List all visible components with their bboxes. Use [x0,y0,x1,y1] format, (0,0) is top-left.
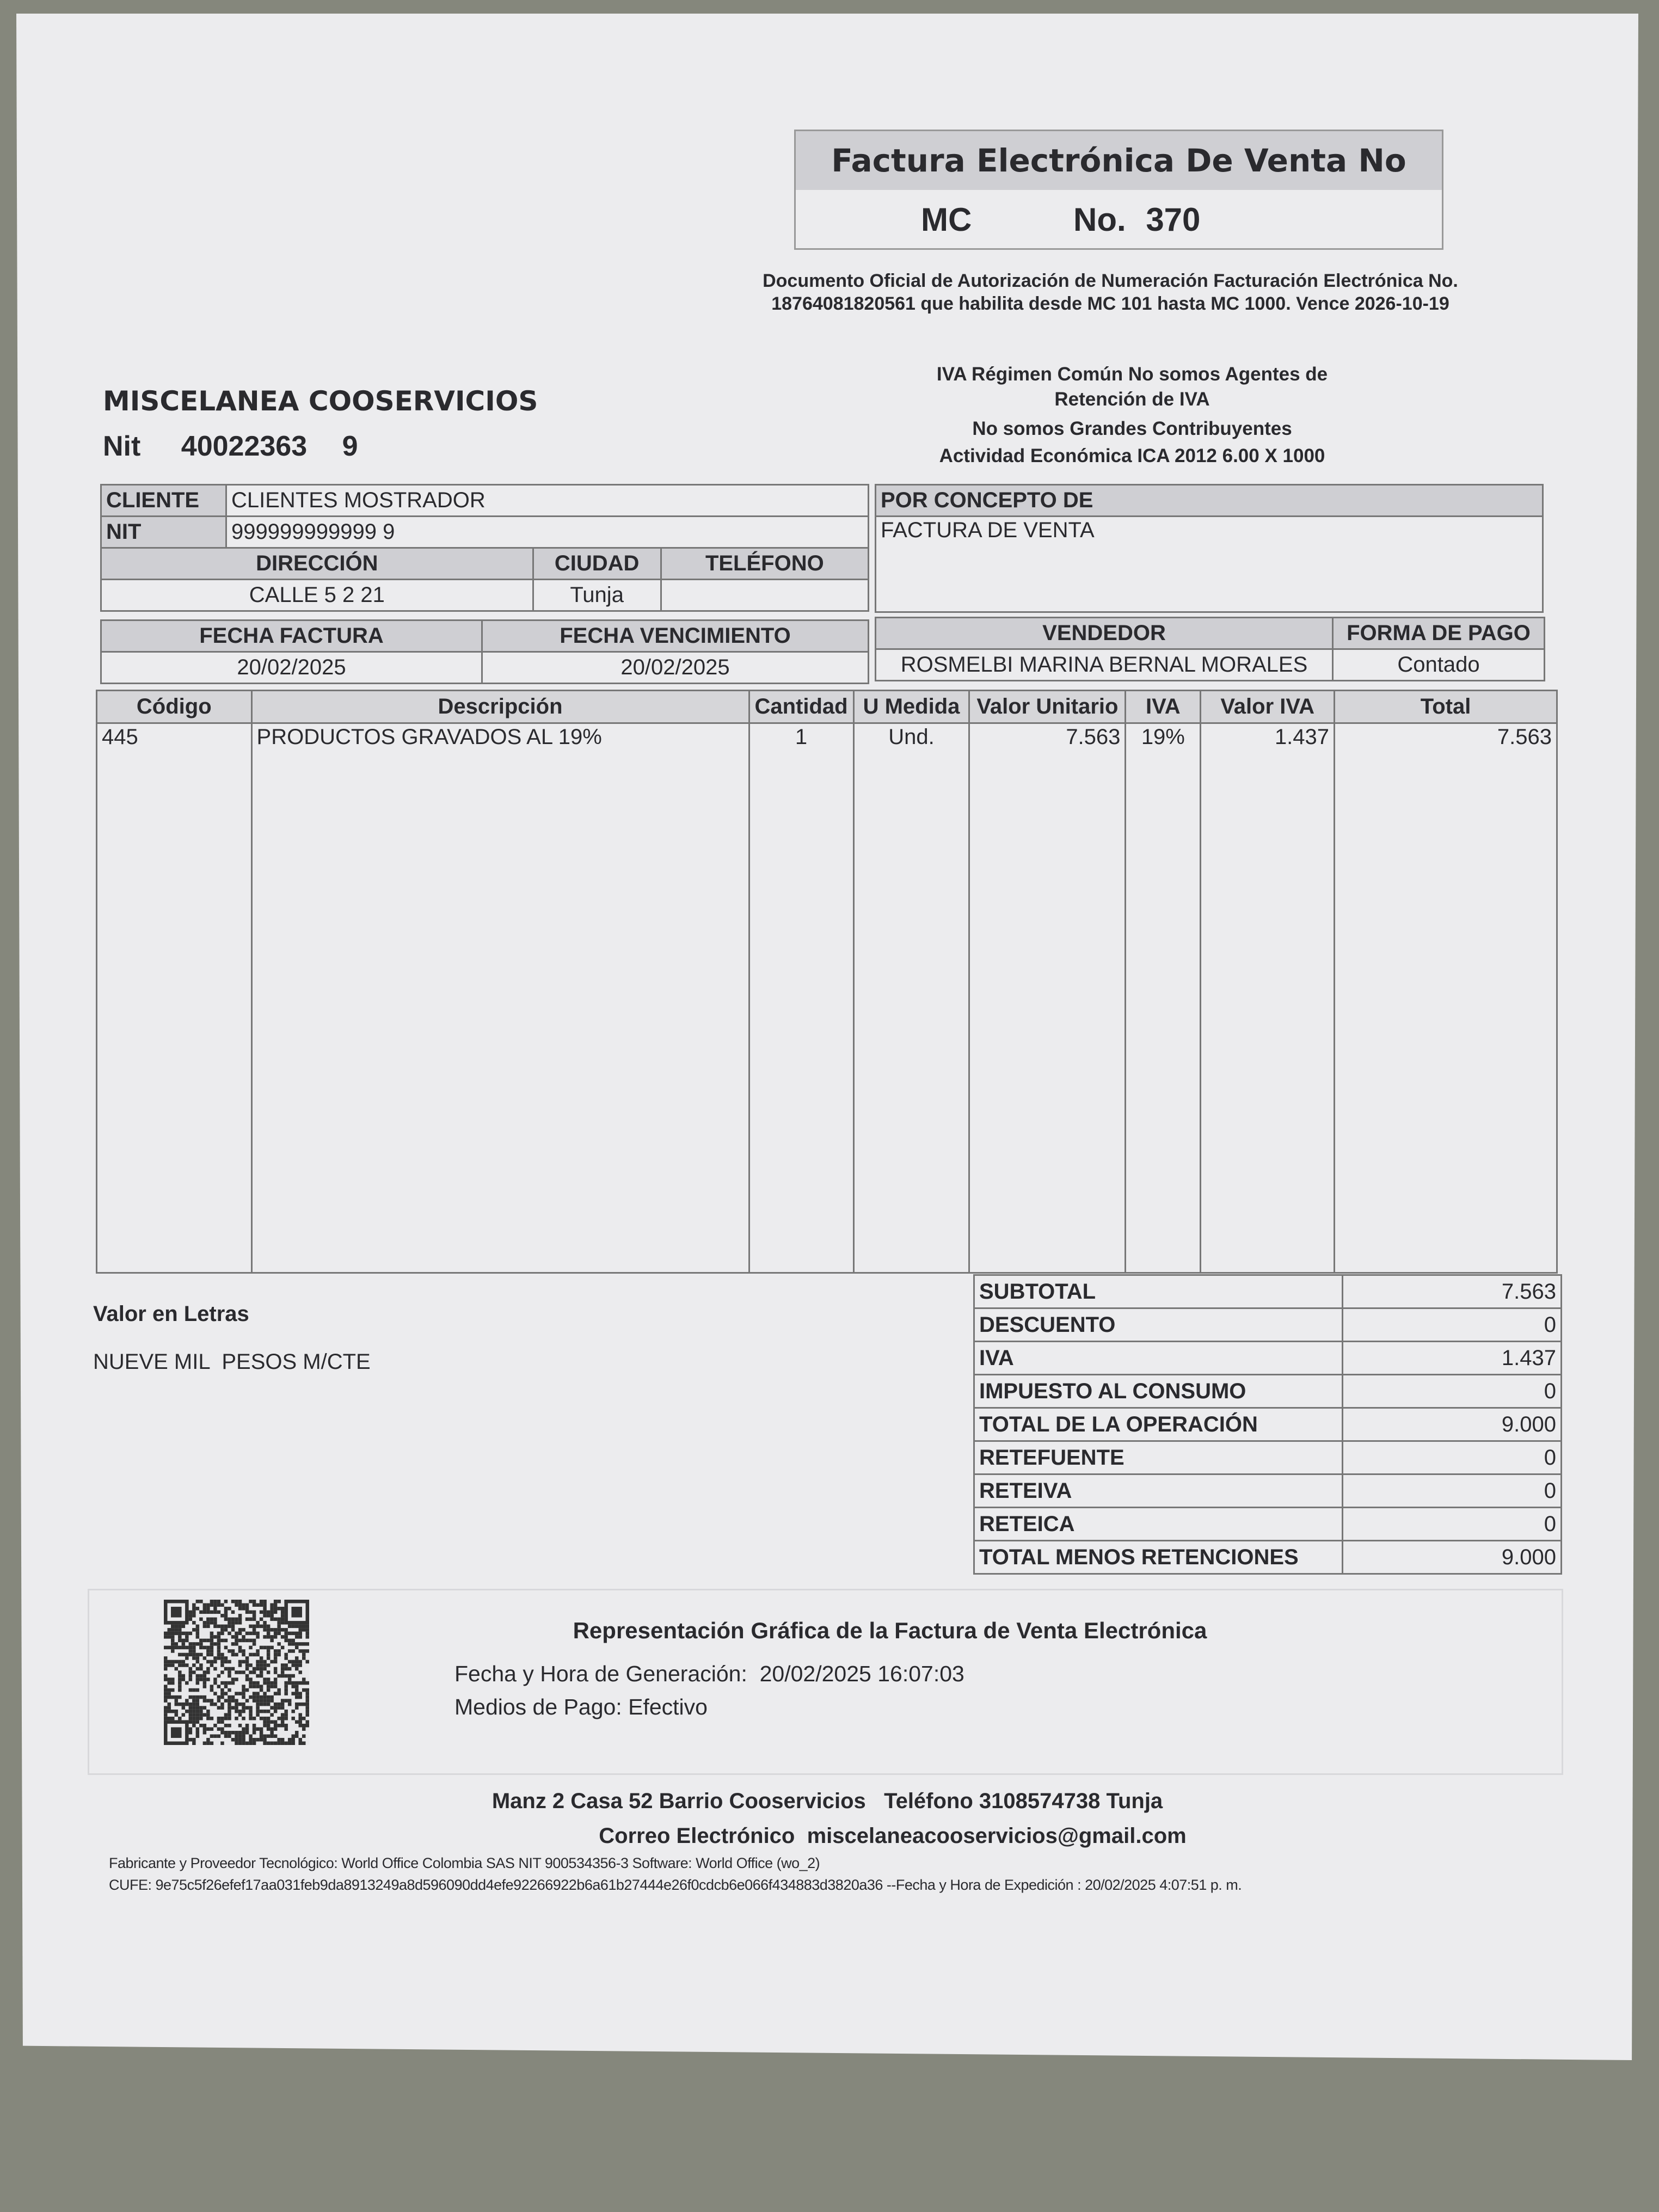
forma-pago-value: Contado [1333,649,1545,681]
payment-method: Medios de Pago: Efectivo [454,1694,708,1719]
generated-datetime: Fecha y Hora de Generación: 20/02/2025 16:07:03 [454,1661,964,1686]
totals-value: 0 [1343,1308,1562,1342]
footer-cufe: CUFE: 9e75c5f26efef17aa031feb9da8913249a8d596090dd4efe92266922b6a61b27444e26f0cdcb6e066f434883d3820a36 --Fecha y Hora de Expedición : 20/02/2025 4:07:51 p. m. [109,1877,1242,1893]
fecha-factura-label: FECHA FACTURA [101,620,482,652]
direccion-label: DIRECCIÓN [101,548,533,580]
nit-label: Nit [103,431,141,462]
col-header-iva: IVA [1126,691,1201,723]
footer-address: Manz 2 Casa 52 Barrio Cooservicios Teléfono 3108574738 Tunja [491,1789,1163,1813]
client-table [100,484,869,612]
invoice-prefix: MC [921,201,972,238]
invoice-no-label: No. [1073,201,1126,238]
invoice-title-box [794,130,1443,250]
col-header-valor-iva: Valor IVA [1201,691,1335,723]
totals-label: DESCUENTO [974,1308,1343,1342]
totals-label: SUBTOTAL [974,1275,1343,1308]
telefono-label: TELÉFONO [661,548,868,580]
cliente-value: CLIENTES MOSTRADOR [226,485,869,517]
col-header-codigo: Código [97,691,252,723]
telefono-value [661,580,868,611]
totals-value: 9.000 [1343,1541,1562,1574]
item-total: 7.563 [1335,723,1557,1273]
direccion-value: CALLE 5 2 21 [101,580,533,611]
item-codigo: 445 [97,723,252,1273]
cliente-label: CLIENTE [101,485,226,517]
nit-dv: 9 [342,431,358,462]
ciudad-value: Tunja [533,580,661,611]
footer-provider: Fabricante y Proveedor Tecnológico: World Office Colombia SAS NIT 900534356-3 Software: World Office (wo_2) [109,1855,820,1871]
client-nit-value: 999999999999 9 [226,517,869,548]
totals-label: IVA [974,1342,1343,1375]
totals-value: 0 [1343,1375,1562,1408]
concept-label: POR CONCEPTO DE [876,485,1543,517]
company-name: MISCELANEA COOSERVICIOS [103,385,538,417]
tax-note: Retención de IVA [1054,389,1210,410]
totals-value: 0 [1343,1441,1562,1474]
fecha-vencimiento-value: 20/02/2025 [482,652,869,684]
ciudad-label: CIUDAD [533,548,661,580]
tax-note: No somos Grandes Contribuyentes [972,418,1292,439]
totals-value: 0 [1343,1508,1562,1541]
col-header-total: Total [1335,691,1557,723]
tax-note: IVA Régimen Común No somos Agentes de [936,364,1328,385]
qr-code [164,1600,309,1745]
words-label: Valor en Letras [93,1302,249,1326]
concept-table [875,484,1544,613]
tax-note: Actividad Económica ICA 2012 6.00 X 1000 [939,445,1325,466]
invoice-title: Factura Electrónica De Venta No [796,131,1442,190]
item-u-medida: Und. [853,723,969,1273]
forma-pago-label: FORMA DE PAGO [1333,618,1545,649]
footer-email: Correo Electrónico miscelaneacooservicios@gmail.com [599,1824,1187,1848]
item-valor-unitario: 7.563 [969,723,1126,1273]
totals-value: 7.563 [1343,1275,1562,1308]
totals-label: TOTAL MENOS RETENCIONES [974,1541,1343,1574]
col-header-u-medida: U Medida [853,691,969,723]
nit-value: 40022363 [181,431,308,462]
col-header-cantidad: Cantidad [749,691,853,723]
table-row [97,723,1557,1273]
col-header-descripcion: Descripción [251,691,749,723]
totals-value: 1.437 [1343,1342,1562,1375]
nit-label: NIT [101,517,226,548]
totals-table [973,1274,1562,1575]
totals-label: RETEFUENTE [974,1441,1343,1474]
totals-row [974,1474,1562,1508]
item-cantidad: 1 [749,723,853,1273]
tax-notes [860,362,1404,470]
item-valor-iva: 1.437 [1201,723,1335,1273]
item-descripcion: PRODUCTOS GRAVADOS AL 19% [251,723,749,1273]
totals-row [974,1541,1562,1574]
authorization-line: 18764081820561 que habilita desde MC 101 hasta MC 1000. Vence 2026-10-19 [771,293,1449,314]
items-table [96,690,1558,1274]
totals-label: RETEICA [974,1508,1343,1541]
concept-value: FACTURA DE VENTA [876,517,1543,612]
totals-label: IMPUESTO AL CONSUMO [974,1375,1343,1408]
dates-table [100,619,869,684]
totals-row [974,1408,1562,1441]
authorization-text [697,269,1524,315]
totals-row [974,1308,1562,1342]
totals-label: TOTAL DE LA OPERACIÓN [974,1408,1343,1441]
vendedor-value: ROSMELBI MARINA BERNAL MORALES [876,649,1333,681]
totals-row [974,1275,1562,1308]
item-iva: 19% [1126,723,1201,1273]
totals-label: RETEIVA [974,1474,1343,1508]
vendedor-label: VENDEDOR [876,618,1333,649]
graphic-title: Representación Gráfica de la Factura de Venta Electrónica [573,1618,1207,1643]
totals-row [974,1342,1562,1375]
seller-table [875,617,1545,681]
authorization-line: Documento Oficial de Autorización de Numeración Facturación Electrónica No. [763,271,1458,291]
invoice-number: 370 [1146,201,1201,238]
words-value: NUEVE MIL PESOS M/CTE [93,1350,371,1374]
fecha-factura-value: 20/02/2025 [101,652,482,684]
fecha-vencimiento-label: FECHA VENCIMIENTO [482,620,869,652]
totals-row [974,1441,1562,1474]
totals-value: 9.000 [1343,1408,1562,1441]
totals-row [974,1508,1562,1541]
col-header-valor-unitario: Valor Unitario [969,691,1126,723]
totals-value: 0 [1343,1474,1562,1508]
company-nit [103,430,358,463]
totals-row [974,1375,1562,1408]
